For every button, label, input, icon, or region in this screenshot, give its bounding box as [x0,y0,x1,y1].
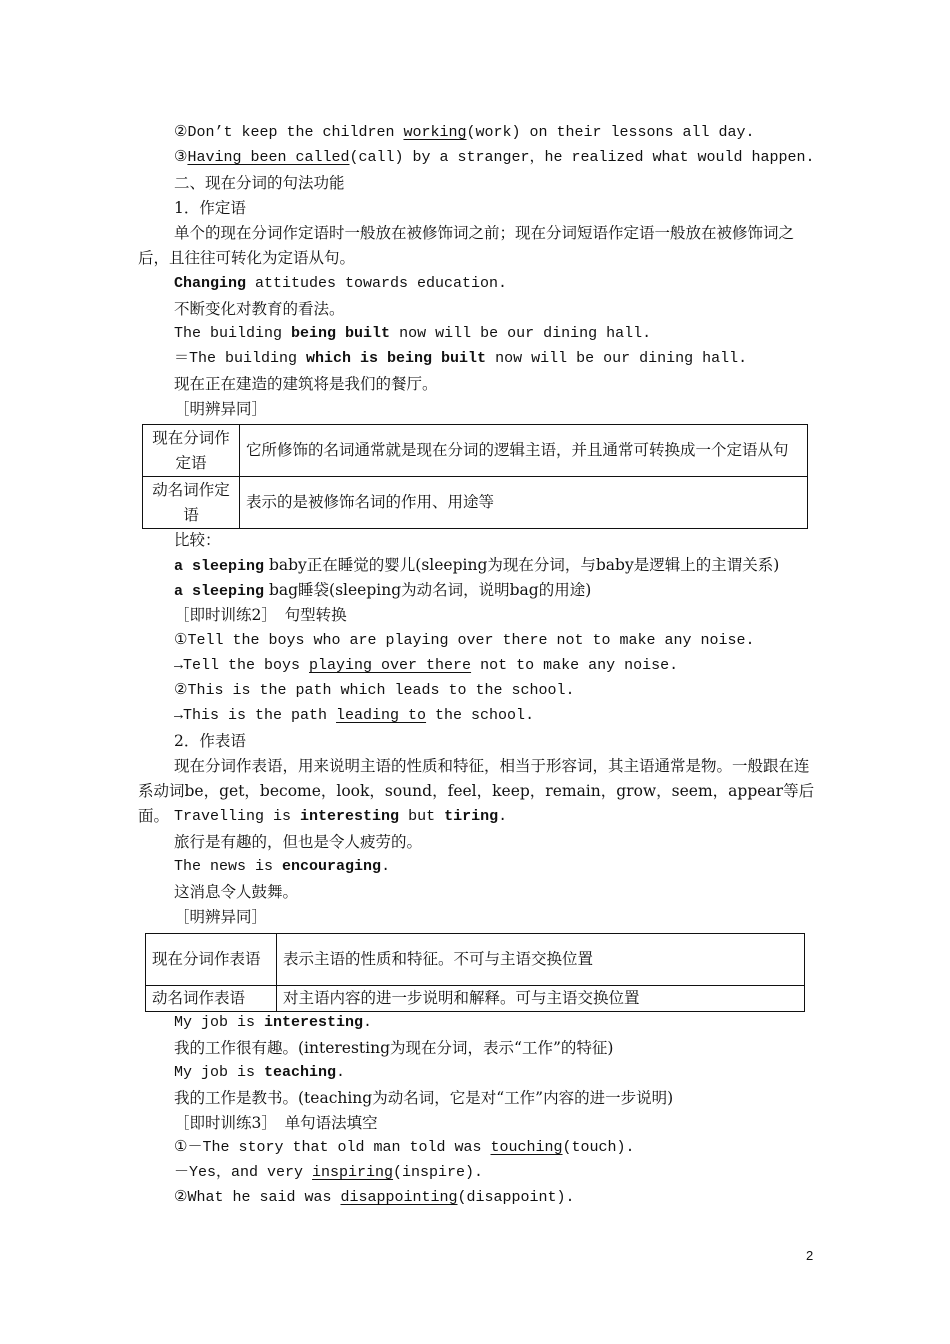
distinguish-label: ［明辨异同］ [174,908,268,926]
example-sentence: The news is encouraging. [174,858,391,875]
example-translation: 我的工作很有趣。(interesting为现在分词，表示“工作”的特征) [174,1039,614,1057]
section-heading: 二、现在分词的句法功能 [174,174,345,192]
subsection-heading: 2．作表语 [174,732,246,750]
table-row-body: 它所修饰的名词通常就是现在分词的逻辑主语，并且通常可转换成一个定语从句 [240,425,808,477]
paragraph: 单个的现在分词作定语时一般放在被修饰词之前；现在分词短语作定语一般放在被修饰词之后，且往往可转化为定语从句。 [138,224,795,267]
table-row-head: 现在分词作表语 [146,934,277,986]
example-sentence: ＝The building which is being built now will be our dining hall. [174,350,748,367]
answer-blank: touching [490,1139,563,1156]
exercise-line: ②Don’t keep the children working(work) on their lessons all day. [174,124,755,141]
example-translation: 不断变化对教育的看法。 [174,300,345,318]
exercise-line: →Tell the boys playing over there not to make any noise. [174,657,679,674]
answer-blank: playing over there [309,657,472,674]
example-translation: 这消息令人鼓舞。 [174,883,299,901]
exercise-line: ③Having been called(call) by a stranger，he realized what would happen. [174,149,815,166]
table-row-head: 动名词作表语 [146,986,277,1012]
table-row-head: 动名词作定语 [143,477,240,529]
comparison-table-predicative [145,933,805,1012]
subsection-heading: 1．作定语 [174,199,246,217]
table-row-body: 表示主语的性质和特征。不可与主语交换位置 [277,934,805,986]
drill-heading: ［即时训练3］ 单句语法填空 [174,1114,378,1132]
exercise-line: ①Tell the boys who are playing over there not to make any noise. [174,632,755,649]
exercise-line: ①－The story that old man told was touching(touch). [174,1139,635,1156]
table-row-body: 对主语内容的进一步说明和解释。可与主语交换位置 [277,986,805,1012]
answer-blank: disappointing [340,1189,458,1206]
table-row-head: 现在分词作定语 [143,425,240,477]
drill-heading: ［即时训练2］ 句型转换 [174,606,347,624]
example-translation: 我的工作是教书。(teaching为动名词，它是对“工作”内容的进一步说明) [174,1089,674,1107]
page-number: 2 [806,1248,814,1263]
example-sentence: Travelling is interesting but tiring. [174,808,508,825]
compare-line: a sleeping baby正在睡觉的婴儿(sleeping为现在分词，与baby是逻辑上的主谓关系) [174,556,780,575]
compare-line: a sleeping bag睡袋(sleeping为动名词，说明bag的用途) [174,581,592,600]
example-translation: 现在正在建造的建筑将是我们的餐厅。 [174,375,438,393]
paragraph: 现在分词作表语，用来说明主语的性质和特征，相当于形容词，其主语通常是物。一般跟在连系动词be，get，become，look，sound，feel，keep，remain，grow，seem，appear等后面。 [138,757,815,825]
comparison-table-attributive [142,424,808,529]
example-translation: 旅行是有趣的，但也是令人疲劳的。 [174,833,423,851]
exercise-line: ②What he said was disappointing(disappoint). [174,1189,575,1206]
answer-blank: working [403,124,467,141]
answer-blank: inspiring [312,1164,394,1181]
table-row-body: 表示的是被修饰名词的作用、用途等 [240,477,808,529]
exercise-line: －Yes，and very inspiring(inspire). [174,1164,484,1181]
example-sentence: My job is interesting. [174,1014,373,1031]
distinguish-label: ［明辨异同］ [174,400,268,418]
compare-label: 比较： [174,531,221,549]
example-sentence: My job is teaching. [174,1064,346,1081]
exercise-line: ②This is the path which leads to the school. [174,682,575,699]
example-sentence: The building being built now will be our dining hall. [174,325,652,342]
exercise-line: →This is the path leading to the school. [174,707,535,724]
answer-blank: Having been called [187,149,350,166]
answer-blank: leading to [336,707,427,724]
example-sentence: Changing attitudes towards education. [174,275,508,292]
